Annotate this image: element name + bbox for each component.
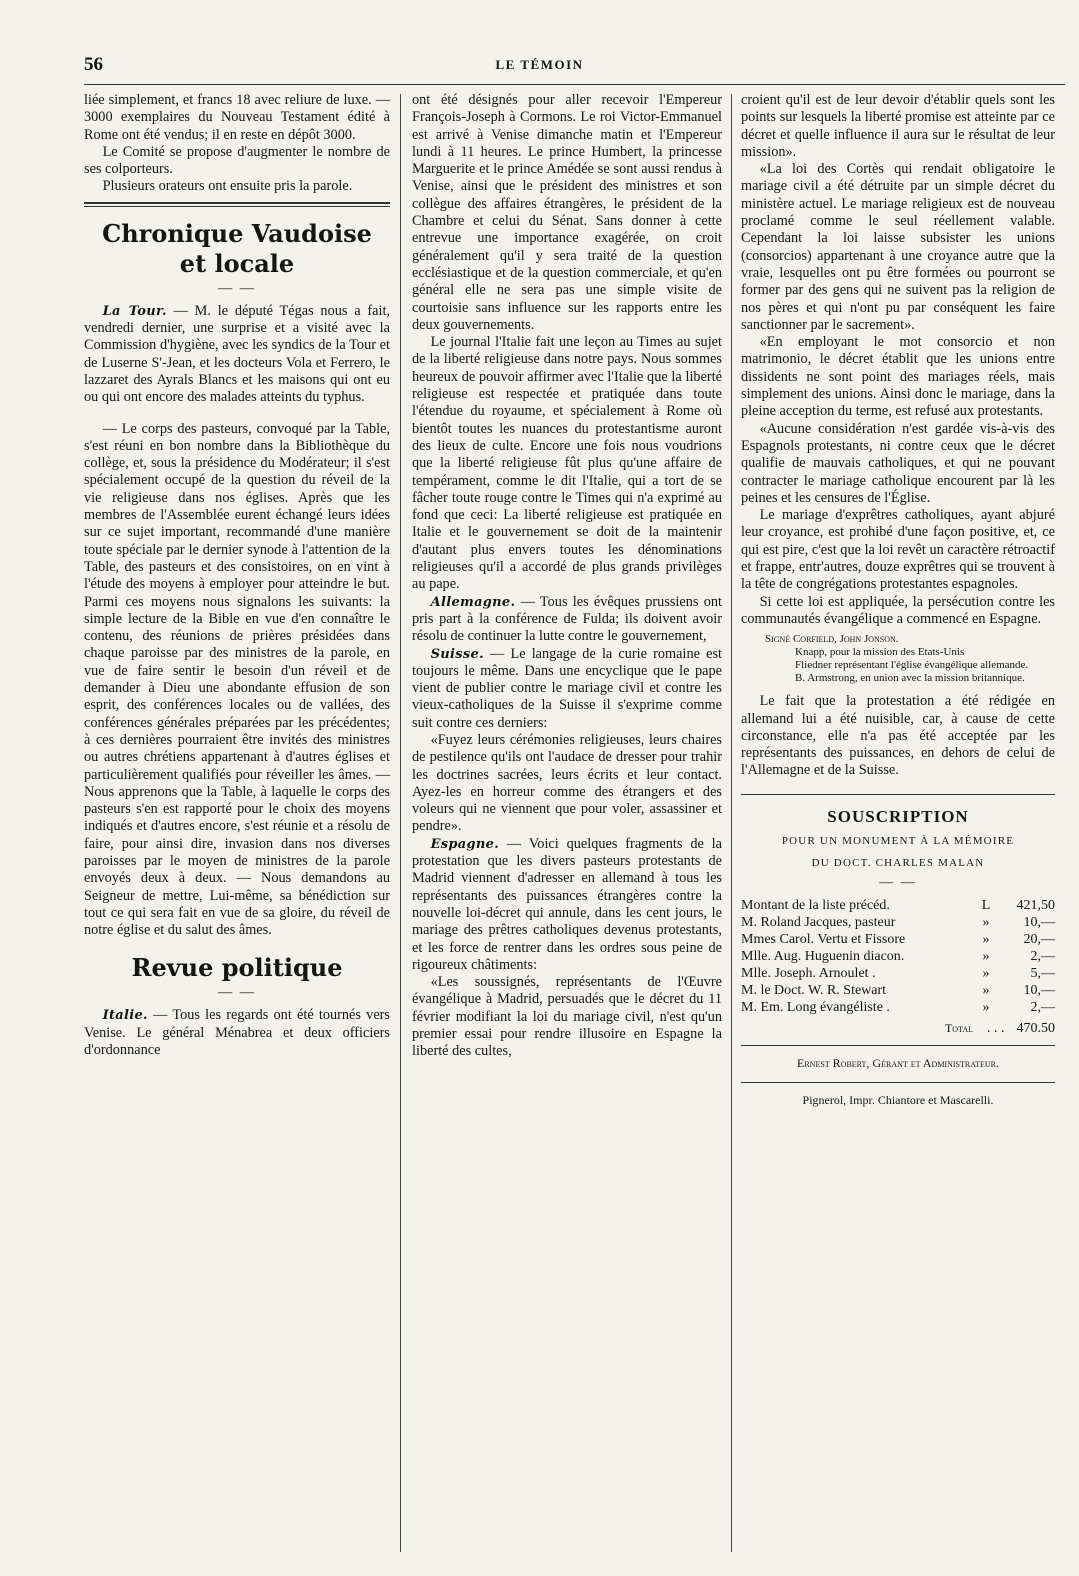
paragraph-suisse — [412, 646, 722, 732]
row-mark: » — [982, 965, 990, 981]
paragraph-espagne-quote: «Les soussignés, représentants de l'Œuvre évangélique à Madrid, persuadés que le décret du 11 février modifiant la loi du mariage civil, n'est qu'un premier essai pour rendre illusoire en Espagne la liberté des cultes, — [412, 974, 722, 1060]
subscription-row — [741, 965, 1055, 982]
row-amount: 20,— — [1023, 931, 1055, 947]
paragraph: «La loi des Cortès qui rendait obligatoire le mariage civil a été détruite par un simple décret du ministère actuel. Le mariage religieux est de nouveau proclamé comme le seul réellement valable. Cependant la loi laisse subsister les unions (consorcios) appartenant à une croyance autre que la vraie, lesquelles ont pu être formées ou pourront se former par des gens qui ne suivent pas la religion de nos pères et qui n'ont pu par conséquent les faire sanctionner par le sacrement». — [741, 161, 1055, 333]
paragraph-italie — [84, 1007, 390, 1059]
paragraph: Si cette loi est appliquée, la persécution contre les communautés évangélique a commencé en Espagne. — [741, 593, 1055, 627]
paragraph-suisse-quote: «Fuyez leurs cérémonies religieuses, leurs chaires de pestilence qu'ils ont l'audace de dresser pour trahir les doctrines sacrées, leurs écrits et leur contact. Ayez-les en horreur comme des étrangers et des voleurs qui ne viennent que pour voler, assassiner et pendre». — [412, 731, 722, 835]
rubric-espagne: Espagne. — [430, 836, 500, 852]
column-3 — [741, 92, 1055, 1111]
section-title-chronique: Chronique Vaudoise — [102, 218, 372, 248]
rubric-italie: Italie. — [102, 1008, 148, 1024]
paragraph-text: — Tous les évêques prussiens ont pris part à la conférence de Fulda; ils doivent avoir résolu de continuer la lutte contre le gouvernement, — [412, 593, 722, 645]
row-mark: » — [982, 914, 990, 930]
paragraph: «Aucune considération n'est gardée vis-à-vis des Espagnols protestants, ni contre ceux que le décret qualifie de mauvais catholiques, et qui ne pouvant contracter le mariage catholique encourent par là les peines et les censures de l'Église. — [741, 420, 1055, 506]
paragraph: Le fait que la protestation a été rédigée en allemand lui a été nuisible, car, à cause de cette circonstance, elle n'a pas été acceptée par les représentants des puissances, en dehors de celui de l'Allemagne et de la Suisse. — [741, 693, 1055, 779]
paragraph-text: — M. le député Tégas nous a fait, vendredi dernier, une surprise et a visité avec la Commission d'hygiène, avec les syndics de la Tour et de Luserne S'-Jean, et les docteurs Vola et Ferrero, le lazzaret des Ayrals Blancs et les maisons qui ont eu ou qui ont encore des malades atteints du typhus. — [84, 302, 390, 406]
subscription-subtitle: DU DOCT. CHARLES MALAN — [811, 856, 985, 869]
row-mark: » — [982, 982, 990, 998]
row-mark: » — [982, 931, 990, 947]
row-amount: 2,— — [1030, 948, 1055, 964]
paragraph-la-tour — [84, 303, 390, 407]
paragraph-allemagne — [412, 594, 722, 646]
column-1 — [84, 92, 390, 1059]
journal-title: LE TÉMOIN — [495, 57, 584, 72]
paragraph: croient qu'il est de leur devoir d'établir quels sont les points sur lesquels la liberté promise est atteinte par ce décret et quelle influence il aura sur le résultat de leur mission». — [741, 92, 1055, 160]
subscriber-name: Mlle. Joseph. Arnoulet . — [741, 965, 876, 981]
section-title-revue: Revue politique — [131, 953, 343, 983]
subscription-row — [741, 914, 1055, 931]
total-label: Total — [944, 1020, 973, 1035]
paragraph-pasteurs: — Le corps des pasteurs, convoqué par la Table, s'est réuni en bon nombre dans la Bibliothèque du collège, et, sous la présidence du Modérateur; il s'est spécialement occupé de la question du réveil de la vie religieuse dans nos églises. Après que les membres de l'Assemblée eurent échangé leurs idées sur ce sujet important, recommandé d'une manière toute spéciale par le dernier synode à l'attention de la Table, des pasteurs et des consistoires, on en vint à l'étude des moyens à employer pour atteindre le but. Parmi ces moyens nous signalons les suivants: la simple lecture de la Bible en vue d'en connaître le contenu, des réunions de prières présidées dans chaque paroisse par des ministres de la parole, en vue de faire sentir le besoin d'un réveil et de demander à Dieu une abondante effusion de son esprit, des conférences locales ou de vallées, des conférences générales préparées par les précédentes; à ces dernières pourraient être invités des ministres ou autres chrétiens appartenant à d'autres églises et particulièrement qualifiés pour réveiller les âmes. — Nous apprenons que la Table, à laquelle le corps des pasteurs s'en est rapporté pour le choix des moyens indiqués et d'autres encore, s'est réunie et a résolu de faire, pour ainsi dire, invasion dans nos diverses paroisses par le moyen de ministres de la parole envoyés deux à deux. — Nous demandons au Seigneur de mettre, Lui-même, sa bénédiction sur tout ce qui sera fait en vue de sa gloire, du réveil de notre église et du salut des âmes. — [84, 420, 390, 939]
row-amount: 10,— — [1023, 914, 1055, 930]
row-mark: » — [982, 948, 990, 964]
subscription-row — [741, 999, 1055, 1016]
row-amount: 10,— — [1023, 982, 1055, 998]
column-divider — [731, 94, 732, 1552]
subscriber-name: Mlle. Aug. Huguenin diacon. — [741, 948, 905, 964]
subscriber-name: M. Roland Jacques, pasteur — [741, 914, 896, 930]
section-rule — [84, 202, 390, 207]
rubric-la-tour: La Tour. — [102, 303, 167, 319]
signature-line: Signé Corfield, John Jonson. — [765, 633, 899, 646]
separator: — — — [218, 280, 256, 296]
subscription-row — [741, 931, 1055, 948]
paragraph-text: — Tous les regards ont été tournés vers Venise. Le général Ménabrea et deux officiers d'ordonnance — [84, 1007, 390, 1059]
subscription-row — [741, 982, 1055, 999]
subscriber-name: M. le Doct. W. R. Stewart — [741, 982, 887, 998]
footer-rule — [741, 1045, 1055, 1046]
subscription-row — [741, 948, 1055, 965]
section-title-chronique-sub: et locale — [179, 248, 295, 278]
separator: — — — [218, 985, 256, 1001]
separator: — — — [879, 874, 917, 890]
column-2 — [412, 92, 722, 1061]
subscriber-name: Mmes Carol. Vertu et Fissore — [741, 931, 906, 947]
subscription-table — [741, 897, 1055, 1016]
signature-line: B. Armstrong, en union avec la mission britannique. — [795, 672, 1025, 685]
paragraph: Plusieurs orateurs ont ensuite pris la parole. — [102, 178, 353, 195]
subscription-title: SOUSCRIPTION — [827, 806, 969, 826]
total-value: 470.50 — [1016, 1020, 1055, 1036]
spacer — [84, 939, 390, 953]
signature-line: Fliedner représentant l'église évangélique allemande. — [795, 659, 1029, 672]
signature-line: Knapp, pour la mission des Etats-Unis — [795, 646, 965, 659]
rubric-allemagne: Allemagne. — [430, 594, 516, 610]
footer-rule — [741, 1082, 1055, 1083]
paragraph-text: — Voici quelques fragments de la protestation que les divers pasteurs protestants de Madrid viennent d'adresser en allemand à tous les représentants des puissances étrangères contre la nouvelle loi-décret qui annule, dans les cent jours, le mariage des prêtres catholiques devenus protestants, et les force de rentrer dans les ordres sous peine de rigoureux châtiments: — [412, 835, 722, 973]
rubric-suisse: Suisse. — [430, 646, 484, 662]
row-amount: 421,50 — [1016, 897, 1055, 913]
row-mark: » — [982, 999, 990, 1015]
subscriber-name: Montant de la liste précéd. — [741, 897, 890, 913]
total-dots: . . . — [987, 1020, 1005, 1036]
paragraph: ont été désignés pour aller recevoir l'Empereur François-Joseph à Cormons. Le roi Victor-Emmanuel est arrivé à Venise dimanche matin et l'Empereur lundi à 11 heures. Le prince Humbert, la princesse Marguerite et le prince Amédée se sont aussi rendus à Venise, ainsi que le président des ministres et son collègue des affaires étrangères, le président de la Chambre et celui du Sénat. Sans donner à cette entrevue une importance exagérée, on croit généralement qu'il y sera traité de la question ecclésiastique et de la question commerciale, et qu'en général elle ne sera pas une simple visite de courtoisie sans influence sur les rapports entre les deux gouvernements. — [412, 92, 722, 333]
footer-printer: Pignerol, Impr. Chiantore et Mascarelli. — [802, 1092, 994, 1107]
footer-manager: Ernest Robert, Gérant et Administrateur. — [797, 1055, 999, 1070]
paragraph: «En employant le mot consorcio et non matrimonio, le décret établit que les unions entre dissidents ne sont point des mariages réels, mais simplement des unions. Ainsi donc le mariage, dans la pleine acception du terme, est refusé aux protestants. — [741, 334, 1055, 420]
subscriber-name: M. Em. Long évangéliste . — [741, 999, 890, 1015]
column-divider — [400, 94, 401, 1552]
paragraph: Le Comité se propose d'augmenter le nombre de ses colporteurs. — [84, 143, 390, 178]
subscription-subtitle: POUR UN MONUMENT À LA MÉMOIRE — [781, 834, 1015, 847]
paragraph-espagne — [412, 836, 722, 974]
spacer — [84, 407, 390, 421]
paragraph-journal: Le journal l'Italie fait une leçon au Times au sujet de la liberté religieuse dans notre pays. Nous sommes heureux de pouvoir affirmer avec l'Italie que la liberté religieuse est respectée et pratiquée dans toute l'étendue du royaume, et spécialement à Rome où bientôt toutes les nuances du protestantisme auront des lieux de culte. Encore une fois nous voudrions que la liberté religieuse fût plus qu'une affaire de tempérament, comme le dit l'Italie, qui a tort de se fâcher toute rouge contre le Times qui n'a exprimé au fond que ceci: La liberté religieuse est pratiquée en Italie et le gouvernement se doit de la maintenir d'autant plus envers toutes les dénominations religieuses qu'il a accordé de plus grands privilèges au pape. — [412, 334, 722, 593]
subscription-total — [741, 1020, 1055, 1037]
paragraph: Le mariage d'exprêtres catholiques, ayant abjuré leur croyance, est prohibé d'une façon positive, et, ce qui est pire, c'est que la loi revêt un caractère rétroactif et frappe, entr'autres, douze exprêtres qui se trouvent à la tête de congrégations protestantes espagnoles. — [741, 507, 1055, 593]
paragraph-text: — Le langage de la curie romaine est toujours le même. Dans une encyclique que le pape vient de publier contre le mariage civil et contre les vieux-catholiques de la Suisse il s'exprime comme suit contre ces derniers: — [412, 645, 722, 731]
header-rule — [84, 84, 1065, 85]
page-number: 56 — [84, 54, 103, 75]
paragraph: liée simplement, et francs 18 avec reliure de luxe. — 3000 exemplaires du Nouveau Testament édité à Rome ont été vendus; il en reste en dépôt 3000. — [84, 92, 390, 143]
row-amount: 5,— — [1030, 965, 1055, 981]
row-amount: 2,— — [1030, 999, 1055, 1015]
subscription-row — [741, 897, 1055, 914]
row-mark: L — [981, 897, 991, 913]
section-rule — [741, 794, 1055, 795]
